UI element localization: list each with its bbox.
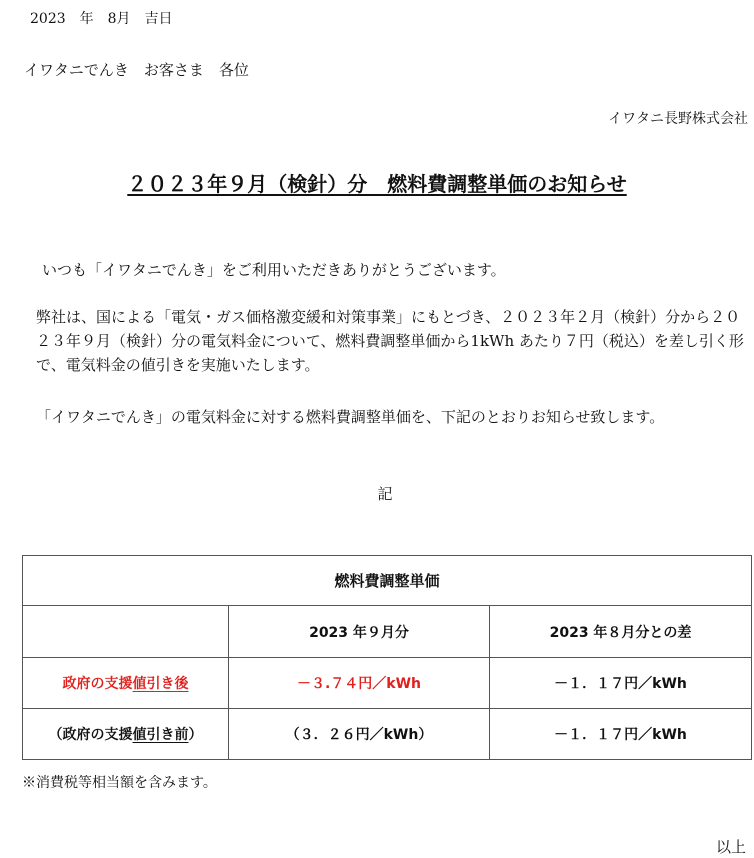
- notice-paragraph: 「イワタニでんき」の電気料金に対する燃料費調整単価を、下記のとおりお知らせ致します。: [36, 408, 665, 426]
- row-diff-before-discount: －１．１７円／kWh: [490, 709, 752, 760]
- ki-marker: 記: [377, 485, 393, 503]
- discount-paragraph: 弊社は、国による「電気・ガス価格激変緩和対策事業」にもとづき、２０２３年２月（検針）分から２０２３年９月（検針）分の電気料金について、燃料費調整単価から1kWh あたり７円（税込）を差し引く形で、電気料金の値引きを実施いたします。: [36, 308, 744, 374]
- table-row: [23, 709, 752, 760]
- fuel-adjustment-table: [22, 555, 752, 760]
- recipient-line: イワタニでんき お客さま 各位: [24, 61, 249, 79]
- table-row: [23, 658, 752, 709]
- row-label-before-discount: （政府の支援値引き前）: [23, 709, 229, 760]
- column-header-diff: 2023 年８月分との差: [490, 606, 752, 658]
- tax-note: ※消費税等相当額を含みます。: [22, 775, 217, 791]
- row-diff-after-discount: －１．１７円／kWh: [490, 658, 752, 709]
- table-title: 燃料費調整単価: [23, 556, 752, 606]
- document-title: ２０２３年９月（検針）分 燃料費調整単価のお知らせ: [127, 172, 627, 196]
- row-value-after-discount: －３.７４円／kWh: [229, 658, 490, 709]
- sender-company: イワタニ長野株式会社: [608, 111, 748, 127]
- column-header-current: 2023 年９月分: [229, 606, 490, 658]
- row-label-after-discount: 政府の支援値引き後: [23, 658, 229, 709]
- table-corner-cell: [23, 606, 229, 658]
- document-date: 2023 年 8月 吉日: [30, 11, 173, 27]
- greeting-paragraph: いつも「イワタニでんき」をご利用いただきありがとうございます。: [42, 261, 506, 279]
- row-value-before-discount: （３．２６円／kWh）: [229, 709, 490, 760]
- closing-mark: 以上: [715, 838, 746, 856]
